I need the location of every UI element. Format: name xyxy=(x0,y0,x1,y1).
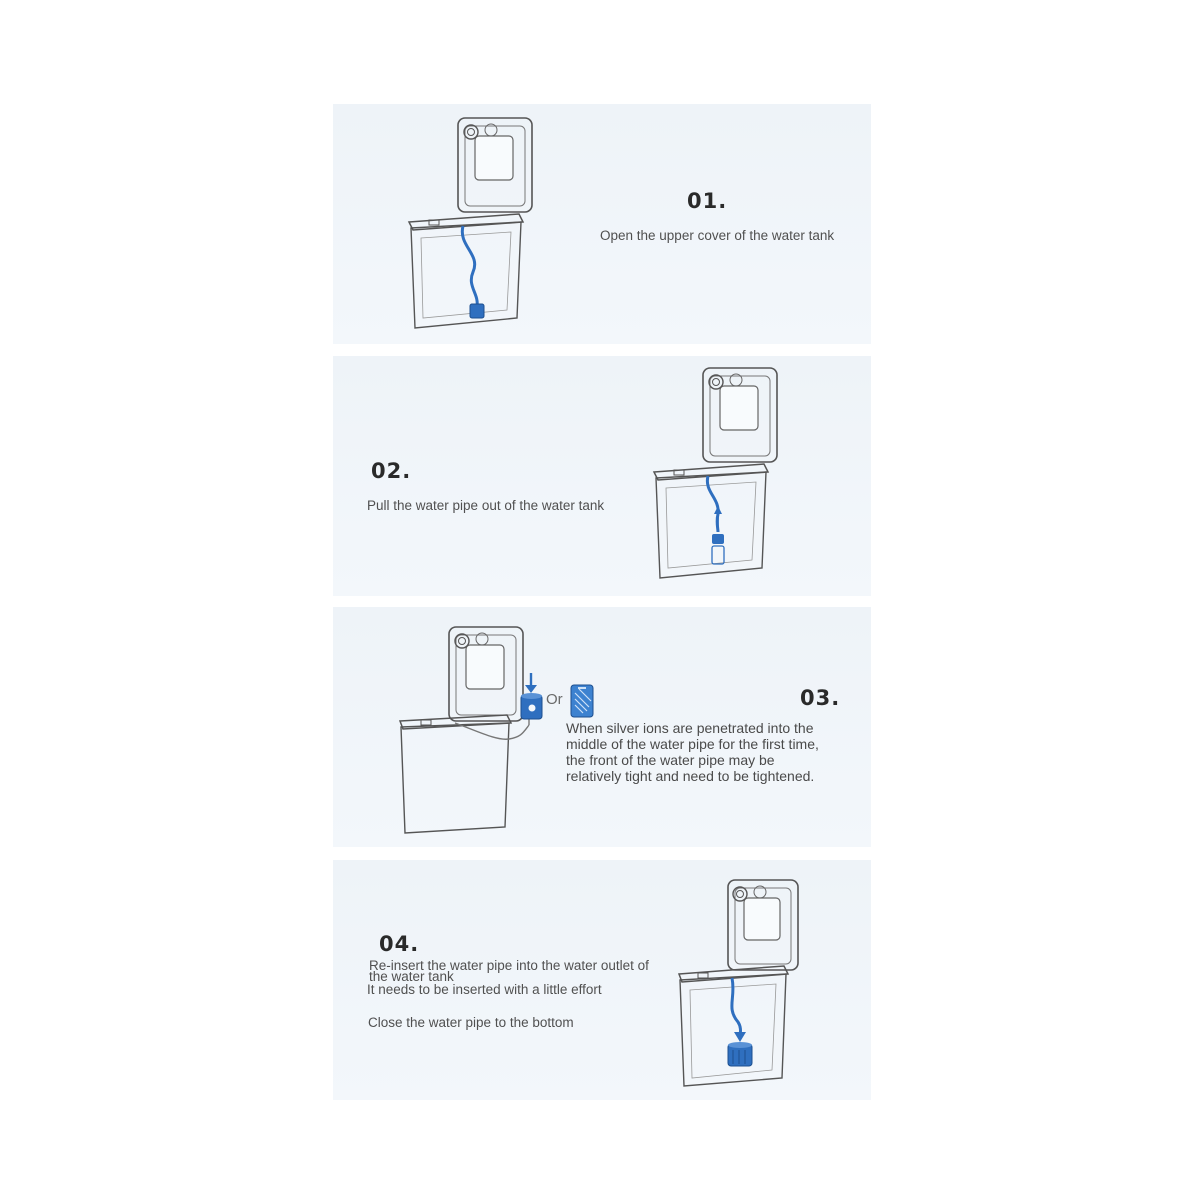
step-description-line: the front of the water pipe may be xyxy=(566,752,775,768)
step-03-panel xyxy=(333,607,871,847)
step-description-line: Close the water pipe to the bottom xyxy=(368,1015,574,1030)
step-01-panel xyxy=(333,104,871,344)
step-description-line: relatively tight and need to be tightened. xyxy=(566,768,815,784)
step-description-line: middle of the water pipe for the first time, xyxy=(566,736,819,752)
water-tank-open-lid-illustration xyxy=(403,114,543,334)
step-description-line: the water tank xyxy=(369,969,454,984)
step-description: Pull the water pipe out of the water tank xyxy=(367,498,605,513)
step-04-panel xyxy=(333,860,871,1100)
or-label: Or xyxy=(546,691,563,708)
water-tank-pull-pipe-illustration xyxy=(648,364,788,584)
step-number: 02. xyxy=(371,459,412,483)
step-description: Open the upper cover of the water tank xyxy=(600,228,835,243)
step-number: 03. xyxy=(800,686,841,710)
step-description-line: Re-insert the water pipe into the water outlet of xyxy=(369,958,649,973)
step-number: 04. xyxy=(379,932,420,956)
step-number: 01. xyxy=(687,189,728,213)
step-description-line: It needs to be inserted with a little effort xyxy=(367,982,602,997)
water-tank-reinsert-pipe-illustration xyxy=(676,876,816,1096)
step-description-line: When silver ions are penetrated into the xyxy=(566,720,814,736)
step-02-panel xyxy=(333,356,871,596)
